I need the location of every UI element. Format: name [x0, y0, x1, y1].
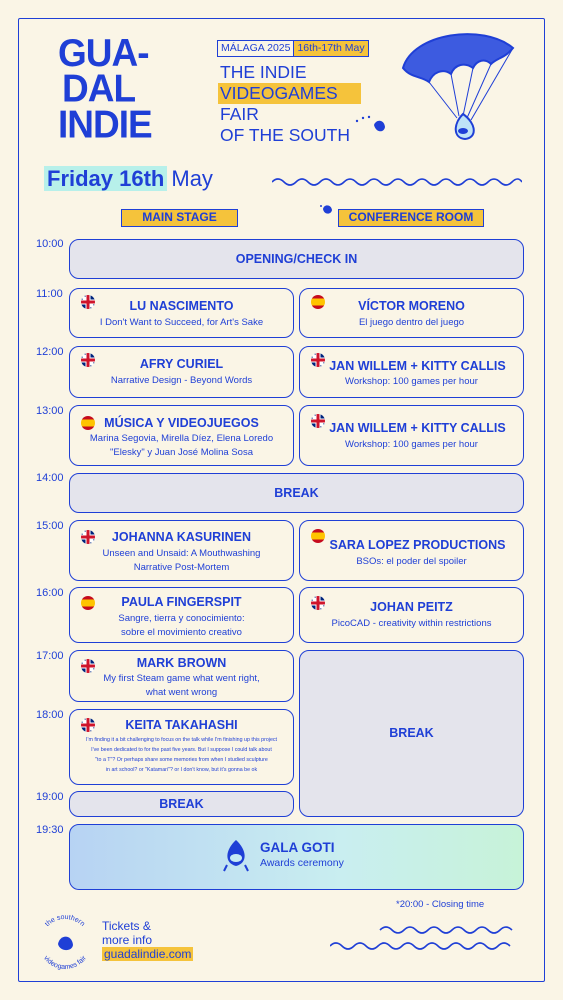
session-title: BREAK — [389, 726, 434, 740]
session-subtitle: PicoCAD - creativity within restrictions — [331, 618, 492, 629]
session-subtitle: Narrative Post-Mortem — [133, 562, 230, 573]
session-musica-y-videojuegos[interactable] — [69, 405, 294, 466]
spain-flag-icon — [311, 295, 325, 309]
session-description: in art school? or "Katamari"? or I don't know, but it's gonna be ok — [105, 767, 258, 773]
session-title: VÍCTOR MORENO — [358, 299, 465, 313]
footer-wave-decoration — [330, 922, 530, 958]
logo-line-1: GUA- — [58, 31, 149, 75]
session-subtitle: Sangre, tierra y conocimiento: — [118, 613, 245, 624]
session-title: KEITA TAKAHASHI — [125, 718, 238, 732]
session-title: JAN WILLEM + KITTY CALLIS — [329, 359, 506, 373]
tickets-info — [102, 919, 193, 961]
parachute-mascot-illustration — [393, 28, 518, 143]
session-johan-peitz[interactable] — [299, 587, 524, 643]
session-title: BREAK — [159, 796, 204, 811]
guadalindie-logo — [58, 31, 198, 146]
subtitle-line-1: THE INDIE — [220, 62, 307, 82]
day-title-month: May — [171, 166, 213, 191]
session-subtitle: Workshop: 100 games per hour — [345, 376, 478, 387]
session-afry-curiel[interactable] — [69, 346, 294, 398]
uk-flag-icon — [81, 718, 95, 732]
spain-flag-icon — [81, 596, 95, 610]
small-bird-icon — [354, 115, 389, 137]
day-title — [44, 166, 213, 192]
session-subtitle: My first Steam game what went right, — [103, 673, 260, 684]
conference-room-header: CONFERENCE ROOM — [338, 209, 484, 227]
time-label: 16:00 — [36, 587, 64, 599]
session-keita-takahashi[interactable] — [69, 709, 294, 785]
small-mascot-icon — [319, 203, 335, 217]
uk-flag-icon — [81, 659, 95, 673]
session-victor-moreno[interactable] — [299, 288, 524, 338]
dates-tag: 16th-17th May — [294, 40, 368, 57]
opening-session[interactable] — [69, 239, 524, 279]
time-label: 17:00 — [36, 650, 64, 662]
session-title: GALA GOTI — [260, 840, 335, 855]
session-subtitle: Awards ceremony — [260, 857, 344, 869]
logo-line-3: INDIE — [58, 102, 152, 146]
session-sara-lopez-productions[interactable] — [299, 520, 524, 581]
session-johanna-kasurinen[interactable] — [69, 520, 294, 581]
tickets-line-2: more info — [102, 933, 153, 947]
time-label: 19:30 — [36, 824, 64, 836]
session-title: MÚSICA Y VIDEOJUEGOS — [104, 416, 259, 430]
uk-flag-icon — [81, 530, 95, 544]
wave-decoration — [272, 175, 522, 189]
uk-flag-icon — [311, 414, 325, 428]
badge-top-text: the southern — [43, 913, 86, 929]
session-description: "to a T"? Or perhaps share some memories from when I studied sculpture — [95, 757, 268, 763]
session-jan-willem-kitty-callis-2[interactable] — [299, 405, 524, 466]
session-gala-goti[interactable] — [69, 824, 524, 890]
uk-flag-icon — [311, 353, 325, 367]
session-subtitle: Narrative Design - Beyond Words — [110, 375, 253, 386]
svg-text:videogames fair — [42, 954, 88, 971]
session-lu-nascimento[interactable] — [69, 288, 294, 338]
southern-fair-badge — [32, 910, 98, 976]
session-description: I'm finding it a bit challenging to focus on the talk while I'm finishing up this project — [85, 737, 278, 743]
spain-flag-icon — [311, 529, 325, 543]
session-title: JOHANNA KASURINEN — [111, 530, 252, 544]
session-paula-fingerspit[interactable] — [69, 587, 294, 643]
session-subtitle: Unseen and Unsaid: A Mouthwashing — [102, 548, 261, 559]
subtitle-line-2: VIDEOGAMES — [218, 83, 361, 104]
session-title: JAN WILLEM + KITTY CALLIS — [329, 421, 506, 435]
session-subtitle: I Don't Want to Succeed, for Art's Sake — [99, 317, 264, 328]
spain-flag-icon — [81, 416, 95, 430]
session-jan-willem-kitty-callis-1[interactable] — [299, 346, 524, 398]
closing-time-note: *20:00 - Closing time — [396, 899, 485, 910]
time-label: 15:00 — [36, 520, 64, 532]
break-conference-room[interactable] — [299, 650, 524, 817]
break-1400[interactable] — [69, 473, 524, 513]
session-title: OPENING/CHECK IN — [235, 251, 358, 266]
day-title-highlight: Friday 16th — [44, 166, 167, 191]
logo-line-2: DAL — [62, 66, 136, 110]
time-label: 19:00 — [36, 791, 64, 803]
badge-bottom-text: videogames fair — [42, 954, 88, 972]
session-subtitle: sobre el movimiento creativo — [121, 627, 242, 638]
time-label: 12:00 — [36, 346, 64, 358]
session-subtitle: "Elesky" y Juan José Molina Sosa — [110, 447, 253, 458]
city-year-tag: MÁLAGA 2025 — [217, 40, 294, 57]
time-label: 13:00 — [36, 405, 64, 417]
session-subtitle: Workshop: 100 games per hour — [345, 439, 478, 450]
uk-flag-icon — [81, 353, 95, 367]
session-subtitle: El juego dentro del juego — [358, 317, 465, 328]
subtitle-line-4: OF THE SOUTH — [220, 125, 350, 145]
session-title: MARK BROWN — [136, 656, 227, 670]
session-title: LU NASCIMENTO — [129, 299, 234, 313]
break-main-stage[interactable] — [69, 791, 294, 817]
session-subtitle: BSOs: el poder del spoiler — [356, 556, 467, 567]
session-mark-brown[interactable] — [69, 650, 294, 702]
session-title: BREAK — [274, 485, 319, 500]
event-tags — [217, 40, 369, 57]
session-subtitle: Marina Segovia, Mirella Díez, Elena Loredo — [89, 433, 274, 444]
session-description: I've been dedicated to for the past five years. But I suppose I could talk about — [91, 747, 272, 753]
subtitle-line-3: FAIR — [220, 104, 259, 124]
svg-text:the southern — [44, 914, 86, 928]
fair-subtitle — [220, 62, 361, 146]
uk-flag-icon — [81, 295, 95, 309]
uk-flag-icon — [311, 596, 325, 610]
website-link[interactable]: guadalindie.com — [104, 947, 192, 961]
session-title: AFRY CURIEL — [139, 357, 224, 371]
mascot-droplet-icon — [221, 838, 251, 872]
session-title: PAULA FINGERSPIT — [121, 595, 242, 609]
time-label: 18:00 — [36, 709, 64, 721]
tickets-line-1: Tickets & — [102, 919, 151, 933]
session-subtitle: what went wrong — [145, 687, 218, 698]
time-label: 10:00 — [36, 238, 64, 250]
session-title: SARA LOPEZ PRODUCTIONS — [329, 538, 506, 552]
time-label: 11:00 — [36, 288, 63, 300]
main-stage-header: MAIN STAGE — [121, 209, 238, 227]
time-label: 14:00 — [36, 472, 64, 484]
session-title: JOHAN PEITZ — [370, 600, 453, 614]
